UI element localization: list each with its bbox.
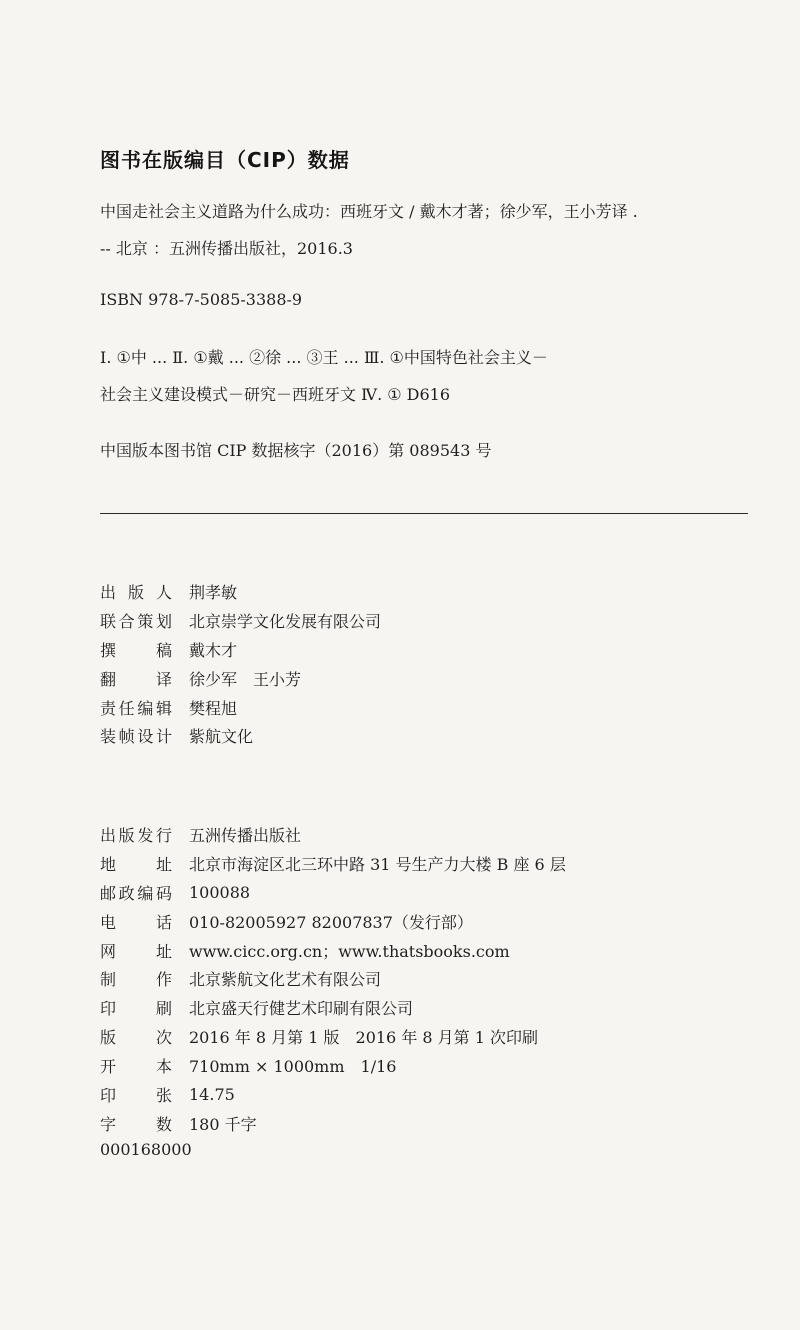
- credit-value: 戴木才: [189, 640, 238, 660]
- credit-label: 责任编辑: [100, 698, 172, 718]
- credit-row-publisher: [100, 577, 381, 606]
- credit-value: 徐少军 王小芳: [189, 669, 302, 689]
- pub-value: 100088: [189, 882, 251, 902]
- pub-value: 14.75: [189, 1084, 235, 1104]
- credit-label: 出版人: [100, 582, 172, 602]
- credits-list: [100, 577, 381, 750]
- pub-value: 010-82005927 82007837（发行部）: [189, 912, 473, 932]
- pub-label: 字数: [100, 1114, 172, 1134]
- pub-value: 五洲传播出版社: [189, 825, 302, 845]
- pub-value: 北京紫航文化艺术有限公司: [189, 970, 382, 990]
- credit-row-translator: [100, 664, 381, 693]
- cip-library-record: 中国版本图书馆 CIP 数据核字（2016）第 089543 号: [100, 441, 492, 460]
- credit-label: 联合策划: [100, 611, 172, 631]
- pub-row-address: [100, 849, 566, 878]
- publishing-info-list: [100, 820, 566, 1138]
- credit-row-editor: [100, 693, 381, 722]
- credit-row-planning: [100, 606, 381, 635]
- pub-row-edition: [100, 1022, 566, 1051]
- cip-publisher-line: -- 北京 ：五洲传播出版社，2016.3: [100, 239, 353, 258]
- pub-label: 印张: [100, 1085, 172, 1105]
- cip-subject-line-1: Ⅰ. ①中 ... Ⅱ. ①戴 ... ②徐 ... ③王 ... Ⅲ. ①中国特色社会主义－: [100, 348, 548, 367]
- cip-isbn: ISBN 978-7-5085-3388-9: [100, 290, 303, 309]
- credit-row-author: [100, 635, 381, 664]
- cip-title-line: 中国走社会主义道路为什么成功：西班牙文 / 戴木才著；徐少军，王小芳译 .: [100, 202, 638, 221]
- credit-value: 紫航文化: [189, 727, 254, 747]
- pub-row-wordcount: [100, 1109, 566, 1138]
- credit-label: 装帧设计: [100, 727, 172, 747]
- cip-title: 图书在版编目（CIP）数据: [100, 148, 350, 172]
- pub-label: 出版发行: [100, 825, 172, 845]
- pub-row-phone: [100, 907, 566, 936]
- pub-label: 开本: [100, 1057, 172, 1077]
- pub-row-production: [100, 964, 566, 993]
- pub-value: 2016 年 8 月第 1 版 2016 年 8 月第 1 次印刷: [189, 1028, 539, 1048]
- pub-row-printing: [100, 993, 566, 1022]
- credit-label: 翻译: [100, 669, 172, 689]
- pub-label: 网址: [100, 941, 172, 961]
- pub-label: 印刷: [100, 999, 172, 1019]
- pub-label: 地址: [100, 854, 172, 874]
- pub-row-website: [100, 936, 566, 965]
- pub-label: 电话: [100, 912, 172, 932]
- pub-label: 邮政编码: [100, 883, 172, 903]
- pub-label: 版次: [100, 1028, 172, 1048]
- pub-row-format: [100, 1051, 566, 1080]
- divider-rule: [100, 513, 748, 514]
- catalog-code: 000168000: [100, 1140, 192, 1159]
- credit-label: 撰稿: [100, 640, 172, 660]
- cip-subject-line-2: 社会主义建设模式－研究－西班牙文 Ⅳ. ① D616: [100, 385, 451, 404]
- credit-row-design: [100, 721, 381, 750]
- pub-value: 710mm × 1000mm 1/16: [189, 1057, 397, 1077]
- pub-row-sheets: [100, 1080, 566, 1109]
- credit-value: 北京崇学文化发展有限公司: [189, 611, 382, 631]
- pub-value: 北京市海淀区北三环中路 31 号生产力大楼 B 座 6 层: [189, 854, 566, 874]
- pub-label: 制作: [100, 970, 172, 990]
- credit-value: 樊程旭: [189, 698, 238, 718]
- pub-row-postcode: [100, 878, 566, 907]
- pub-value: 北京盛天行健艺术印刷有限公司: [189, 999, 414, 1019]
- pub-row-distributor: [100, 820, 566, 849]
- pub-value: www.cicc.org.cn；www.thatsbooks.com: [189, 941, 510, 961]
- credit-value: 荆孝敏: [189, 582, 238, 602]
- pub-value: 180 千字: [189, 1114, 257, 1134]
